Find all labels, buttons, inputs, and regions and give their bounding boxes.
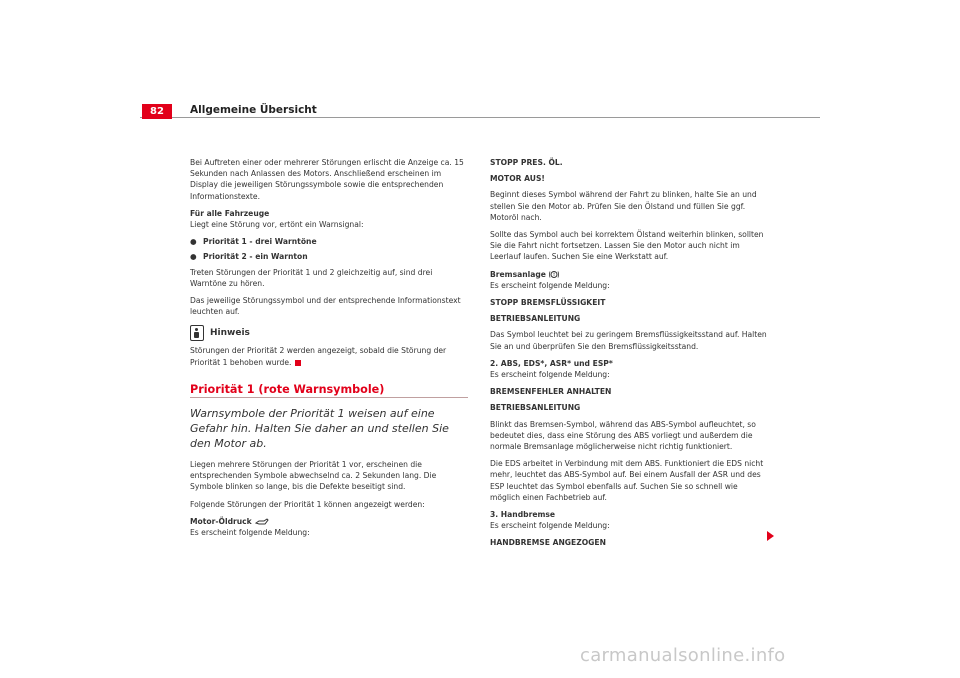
paragraph: Liegen mehrere Störungen der Priorität 1 vor, erscheinen die entsprechenden Symbole abwechselnd ca. 2 Sekunden lang. Die Symbole blinken so lange, bis die Defekte beseitigt sind. <box>190 460 437 492</box>
oil-can-icon <box>255 518 269 526</box>
section-heading: Priorität 1 (rote Warnsymbole) <box>190 384 468 398</box>
paragraph: Treten Störungen der Priorität 1 und 2 gleichzeitig auf, sind drei Warntöne zu hören. <box>190 267 433 288</box>
message-oil-1: STOPP PRES. ÖL. <box>490 158 563 167</box>
message-brake-2: BETRIEBSANLEITUNG <box>490 314 581 324</box>
all-vehicles-heading: Für alle Fahrzeuge <box>190 208 270 218</box>
note-text-content: Störungen der Priorität 2 werden angezeigt, sobald die Störung der Priorität 1 behoben wurde. <box>190 346 447 367</box>
message-abs-1: BREMSENFEHLER ANHALTEN <box>490 387 612 397</box>
bullet-label: Priorität 2 - ein Warnton <box>203 252 308 262</box>
abs-text: Es erscheint folgende Meldung: <box>490 370 610 380</box>
oil-pressure-heading <box>190 516 468 527</box>
message-abs-2: BETRIEBSANLEITUNG <box>490 403 581 413</box>
oil-pressure-text: Es erscheint folgende Meldung: <box>190 528 310 538</box>
abs-heading: 2. ABS, EDS*, ASR* und ESP* <box>490 358 613 368</box>
watermark: carmanualsonline.info <box>580 645 786 666</box>
svg-text:!: ! <box>552 273 555 279</box>
right-column <box>490 157 768 555</box>
bullet-icon: ● <box>190 237 197 247</box>
page-title: Allgemeine Übersicht <box>190 104 317 116</box>
note-header <box>190 325 468 341</box>
continue-arrow-icon <box>767 531 774 541</box>
paragraph: Sollte das Symbol auch bei korrektem Ölstand weiterhin blinken, sollten Sie die Fahrt nicht fortsetzen. Lassen Sie den Motor auch nicht im Leerlauf laufen. Suchen Sie eine Werkstatt auf. <box>490 230 764 262</box>
handbrake-heading: 3. Handbremse <box>490 510 556 520</box>
message-handbrake: HANDBREMSE ANGEZOGEN <box>490 538 606 548</box>
bullet-label: Priorität 1 - drei Warntöne <box>203 237 317 247</box>
paragraph: Das Symbol leuchtet bei zu geringem Bremsflüssigkeitsstand auf. Halten Sie an und überprüfen Sie den Bremsflüssigkeitsstand. <box>490 330 767 351</box>
bullet-item <box>190 251 468 262</box>
section-subheading: Warnsymbole der Priorität 1 weisen auf eine Gefahr hin. Halten Sie daher an und stellen Sie den Motor ab. <box>190 407 449 451</box>
paragraph: Beginnt dieses Symbol während der Fahrt zu blinken, halte Sie an und stellen Sie den Motor ab. Prüfen Sie den Ölstand und füllen Sie ggf. Motoröl nach. <box>490 190 757 222</box>
bullet-item <box>190 236 468 247</box>
paragraph: Die EDS arbeitet in Verbindung mit dem ABS. Funktioniert die EDS nicht mehr, leuchtet das ABS-Symbol auf. Bei einem Ausfall der ASR und des ESP leuchtet das Symbol ebenfalls auf. Suchen Sie so schnell wie möglich einen Fachbetrieb auf. <box>490 459 764 502</box>
left-column <box>190 157 468 544</box>
paragraph: Das jeweilige Störungssymbol und der entsprechende Informationstext leuchten auf. <box>190 296 461 317</box>
handbrake-text: Es erscheint folgende Meldung: <box>490 521 610 531</box>
paragraph: Folgende Störungen der Priorität 1 können angezeigt werden: <box>190 499 425 509</box>
note-title: Hinweis <box>210 327 250 338</box>
note-text <box>190 345 468 367</box>
paragraph: Blinkt das Bremsen-Symbol, während das ABS-Symbol aufleuchtet, so bedeutet dies, dass eine Störung des ABS vorliegt und außerdem die normale Bremsanlage möglicherweise nicht richtig funktioniert. <box>490 419 756 452</box>
page-number: 82 <box>142 104 172 119</box>
message-brake-1: STOPP BREMSFLÜSSIGKEIT <box>490 298 606 308</box>
header-rule <box>140 117 820 118</box>
message-oil-2: MOTOR AUS! <box>490 174 545 184</box>
brake-heading <box>490 269 768 280</box>
bullet-icon: ● <box>190 252 197 262</box>
intro-paragraph: Bei Auftreten einer oder mehrerer Störungen erlischt die Anzeige ca. 15 Sekunden nach Anlassen des Motors. Anschließend erscheinen im Display die jeweiligen Störungssymbole sowie die entsprechenden Informationstexte. <box>190 158 464 201</box>
brake-text: Es erscheint folgende Meldung: <box>490 280 610 290</box>
info-note-icon <box>190 325 204 341</box>
all-vehicles-text: Liegt eine Störung vor, ertönt ein Warnsignal: <box>190 220 364 230</box>
end-marker-icon <box>295 360 301 366</box>
oil-pressure-title: Motor-Öldruck <box>190 516 252 526</box>
brake-title: Bremsanlage <box>490 269 546 279</box>
brake-warning-icon <box>549 270 559 279</box>
